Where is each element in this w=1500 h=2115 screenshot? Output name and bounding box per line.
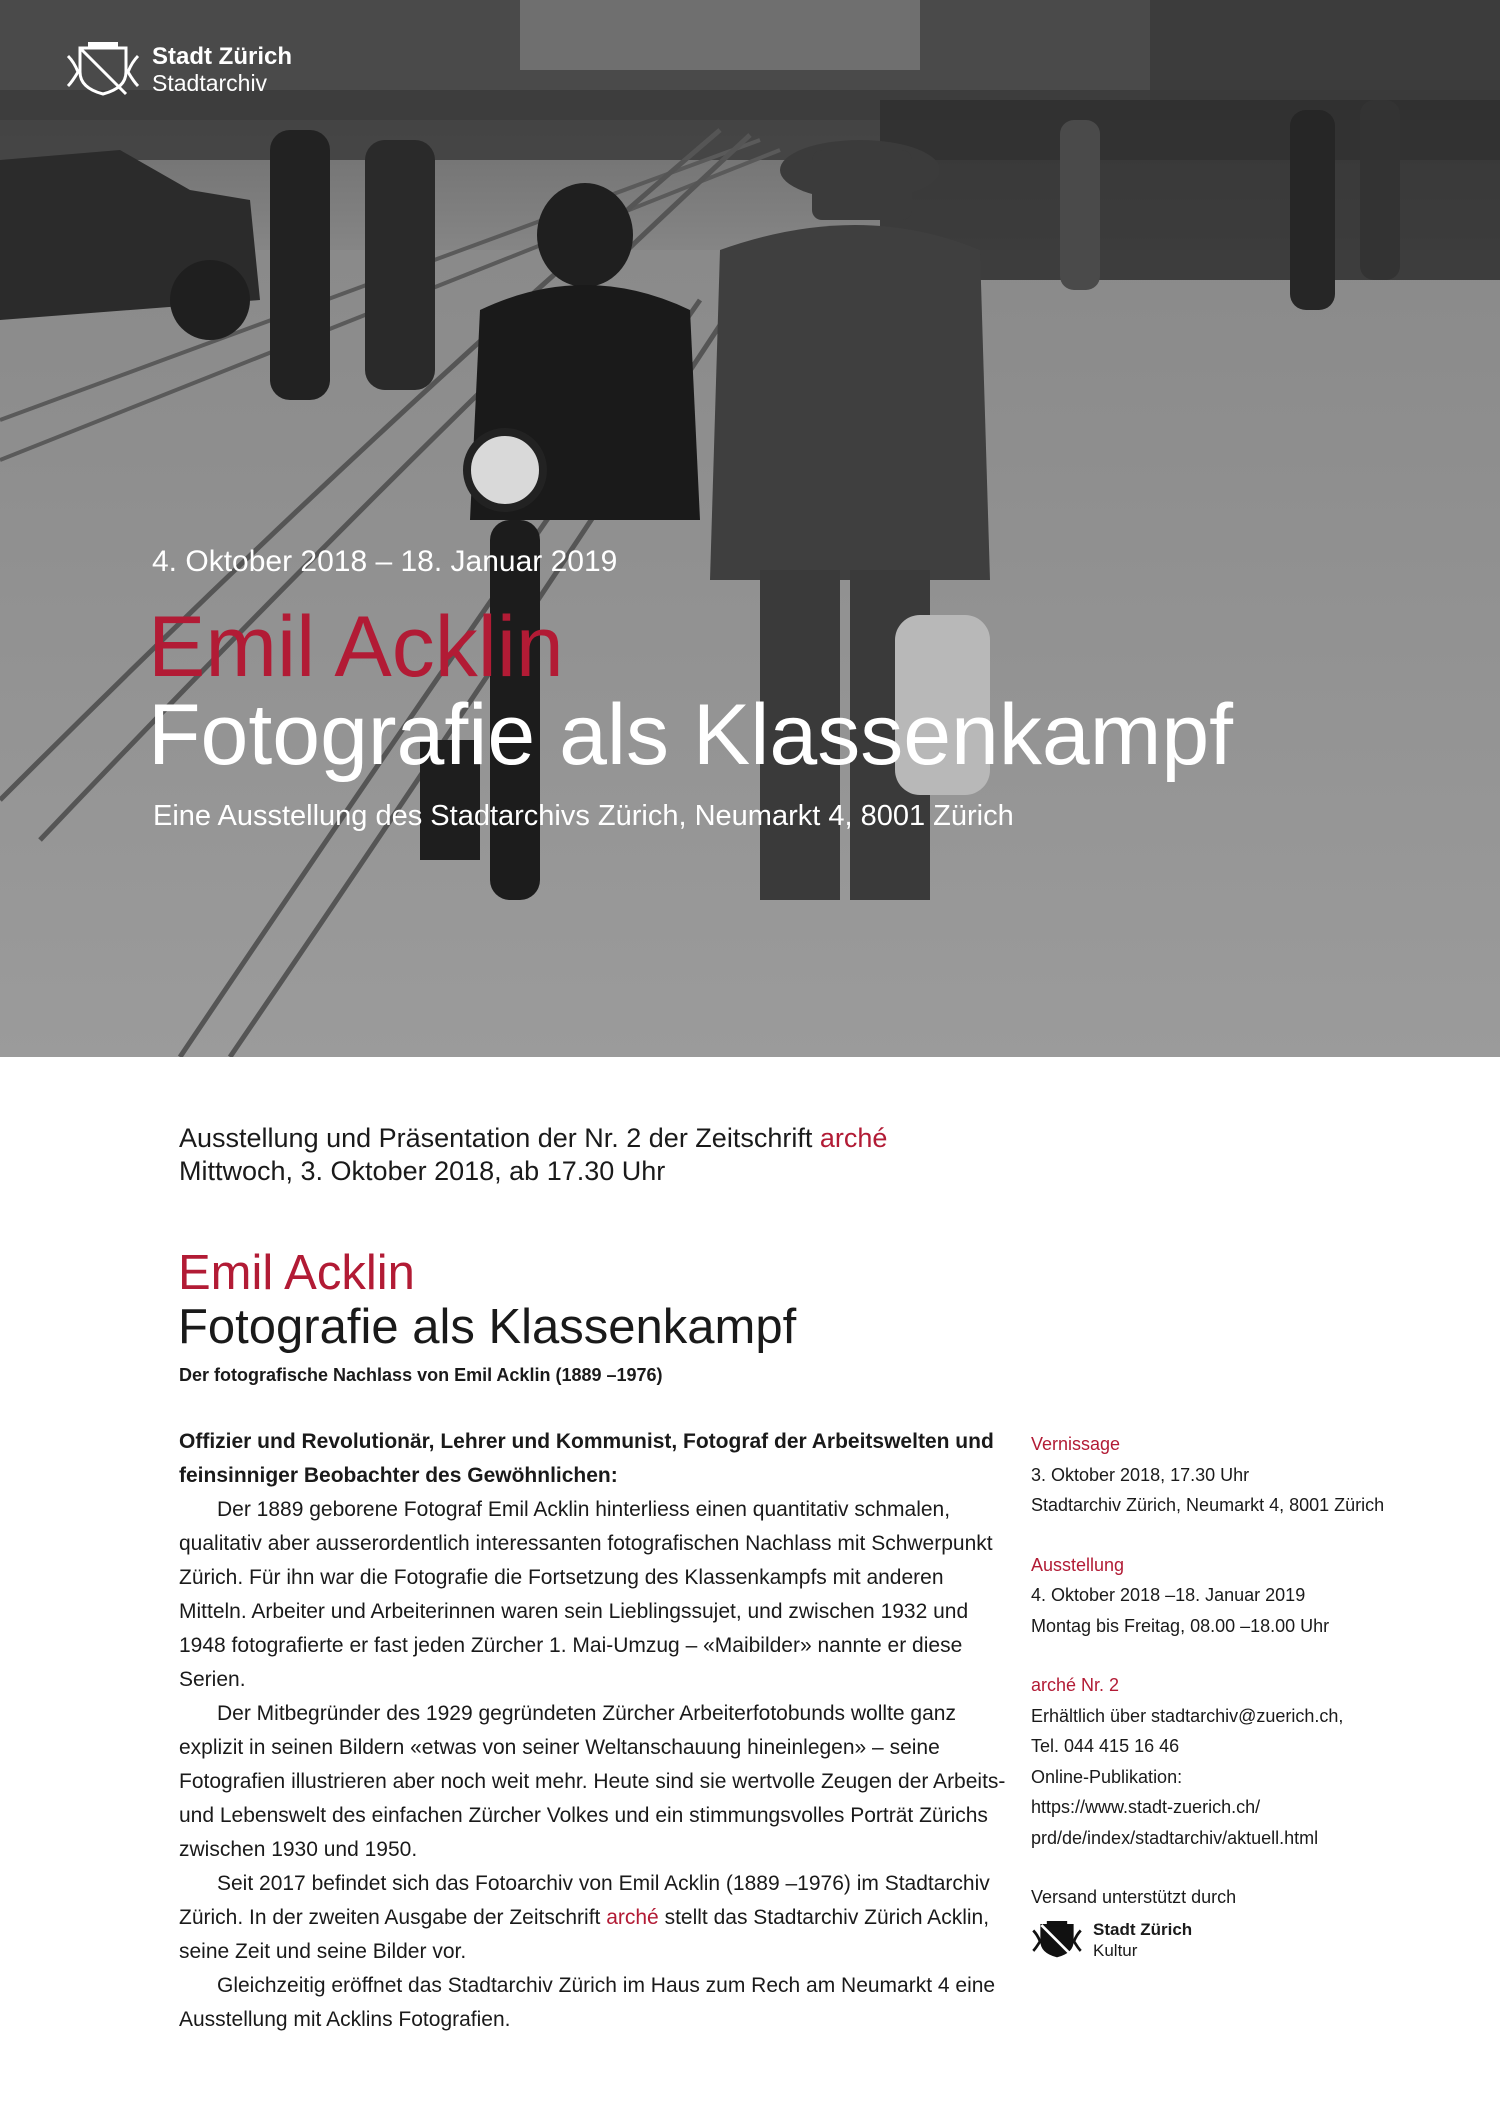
ausstellung-hours: Montag bis Freitag, 08.00 –18.00 Uhr <box>1031 1615 1330 1636</box>
body-paragraph-3 <box>179 1867 1017 1969</box>
vernissage-date: 3. Oktober 2018, 17.30 Uhr <box>1031 1464 1250 1485</box>
sponsor-dept: Kultur <box>1093 1940 1138 1960</box>
body-paragraph-2: Der Mitbegründer des 1929 gegründeten Zürcher Arbeiterfotobunds wollte ganz explizit in seinen Bildern «etwas von seiner Weltanschauung hineinlegen» – seine Fotografien illustrieren aber noch weit mehr. Heute sind sie wertvolle Zeugen der Arbeits- und Lebenswelt des einfachen Zürcher Volkes und ein stimmungsvolles Porträt Zürichs zwischen 1930 und 1950. <box>179 1702 1006 1861</box>
arche-url-line-1: https://www.stadt-zuerich.ch/ <box>1031 1797 1261 1817</box>
sponsor-label: Versand unterstützt durch <box>1031 1887 1237 1907</box>
ausstellung-dates: 4. Oktober 2018 –18. Januar 2019 <box>1031 1585 1306 1605</box>
arche-heading: arché Nr. 2 <box>1031 1675 1120 1695</box>
body-text <box>179 1425 1017 2037</box>
logo-department: Stadtarchiv <box>152 70 268 96</box>
stadt-zuerich-logo <box>66 42 292 98</box>
sponsor-city: Stadt Zürich <box>1093 1919 1193 1939</box>
arche-phone: Tel. 044 415 16 46 <box>1031 1736 1180 1756</box>
hero-subtitle: Eine Ausstellung des Stadtarchivs Zürich, Neumarkt 4, 8001 Zürich <box>153 800 1014 832</box>
section-subtitle: Der fotografische Nachlass von Emil Acklin (1889 –1976) <box>179 1365 663 1385</box>
arche-accent: arché <box>819 1123 888 1153</box>
body-paragraph-4: Gleichzeitig eröffnet das Stadtarchiv Zürich im Haus zum Rech am Neumarkt 4 eine Ausstellung mit Acklins Fotografien. <box>179 1974 996 2031</box>
body-paragraph-3-a: Seit 2017 befindet sich das Fotoarchiv von Emil Acklin (1889 –1976) im Stadtarchiv Zürich. In der zweiten Ausgabe der Zeitschrift <box>179 1872 990 1929</box>
body-paragraph-3-b: stellt das Stadtarchiv Zürich Acklin, seine Zeit und seine Bilder vor. <box>179 1906 990 1963</box>
ausstellung-heading: Ausstellung <box>1031 1554 1125 1575</box>
street-scene-photo <box>0 0 1500 1057</box>
vernissage-location: Stadtarchiv Zürich, Neumarkt 4, 8001 Zürich <box>1031 1495 1385 1515</box>
ausstellung-block <box>1031 1550 1471 1642</box>
arche-url-line-2: prd/de/index/stadtarchiv/aktuell.html <box>1031 1827 1319 1848</box>
arche-block <box>1031 1670 1471 1853</box>
body-paragraph-1: Der 1889 geborene Fotograf Emil Acklin hinterliess einen quantitativ schmalen, qualitativ aber ausserordentlich interessanten fotografischen Nachlass mit Schwerpunkt Zürich. Für ihn war die Fotografie die Fortsetzung des Klassenkampfs mit anderen Mitteln. Arbeiter und Arbeiterinnen waren sein Lieblingssujet, und zwischen 1932 und 1948 fotografierte er fast jeden Zürcher 1. Mai-Umzug – «Maibilder» nannte er diese Serien. <box>179 1498 993 1691</box>
event-line-1 <box>179 1122 887 1155</box>
hero-artist-name: Emil Acklin <box>148 599 564 695</box>
hero-title: Fotografie als Klassenkampf <box>148 687 1234 783</box>
section-artist-name: Emil Acklin <box>178 1246 415 1300</box>
zurich-crest-icon <box>66 42 140 98</box>
info-sidebar <box>1031 1429 1471 1961</box>
hero-photo <box>0 0 1500 1057</box>
logo-city: Stadt Zürich <box>152 43 293 70</box>
event-announcement <box>179 1122 887 1188</box>
zurich-crest-icon <box>1031 1921 1083 1959</box>
sponsor-logo <box>1031 1919 1471 1961</box>
hero-dates: 4. Oktober 2018 – 18. Januar 2019 <box>152 545 618 578</box>
section-title: Fotografie als Klassenkampf <box>178 1300 797 1354</box>
body-lead: Offizier und Revolutionär, Lehrer und Kommunist, Fotograf der Arbeitswelten und feinsinniger Beobachter des Gewöhnlichen: <box>179 1430 994 1487</box>
arche-email-line: Erhältlich über stadtarchiv@zuerich.ch, <box>1031 1705 1344 1726</box>
arche-online-label: Online-Publikation: <box>1031 1766 1183 1787</box>
event-line-2: Mittwoch, 3. Oktober 2018, ab 17.30 Uhr <box>179 1156 666 1186</box>
vernissage-heading: Vernissage <box>1031 1434 1121 1454</box>
vernissage-block <box>1031 1429 1471 1521</box>
sponsor-block <box>1031 1882 1471 1961</box>
event-line-1-text: Ausstellung und Präsentation der Nr. 2 der Zeitschrift <box>179 1123 820 1153</box>
arche-accent-body: arché <box>606 1906 659 1929</box>
